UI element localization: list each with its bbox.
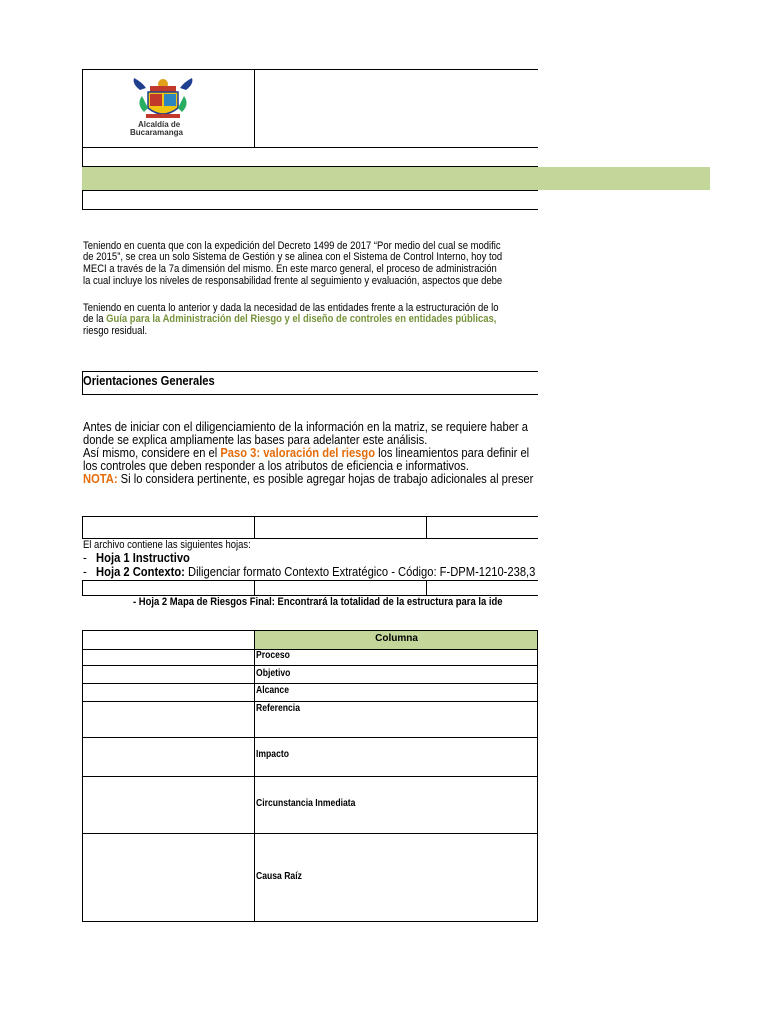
- intro-p1-line1: Teniendo en cuenta que con la expedición del Decreto 1499 de 2017 “Por medio del cual se modific: [83, 240, 501, 252]
- orientaciones-line4: los controles que deben responder a los atributos de eficiencia e informativos.: [83, 458, 469, 473]
- intro-p2-line3: riesgo residual.: [83, 325, 148, 337]
- logo-text-line2: Bucaramanga: [130, 128, 183, 137]
- hoja2-dash: -: [83, 564, 87, 579]
- table-row: Alcance: [256, 685, 289, 696]
- logo-text-line1: Alcaldía de: [138, 120, 181, 129]
- alcaldia-logo: [128, 76, 198, 138]
- hoja3-line: - Hoja 2 Mapa de Riesgos Final: Encontrará la totalidad de la estructura para la ide: [133, 596, 503, 608]
- hoja1-dash: -: [83, 550, 87, 565]
- intro-p2-line2-pre: de la: [83, 313, 107, 325]
- orientaciones-line2: donde se explica ampliamente las bases para adelanter este análisis.: [83, 432, 428, 447]
- orientaciones-title: Orientaciones Generales: [83, 373, 215, 388]
- intro-p2-line1: Teniendo en cuenta lo anterior y dada la necesidad de las entidades frente a la estructuración de lo: [83, 302, 499, 314]
- table-row: Causa Raíz: [256, 871, 302, 882]
- table-row: Referencia: [256, 703, 300, 714]
- table-header-label: Columna: [375, 633, 418, 644]
- table-row: Circunstancia Inmediata: [256, 798, 356, 809]
- table-row: Impacto: [256, 749, 289, 760]
- intro-p1-line2: de 2015”, se crea un solo Sistema de Gestión y se alinea con el Sistema de Control Interno, hoy tod: [83, 251, 503, 263]
- orientaciones-line3-pre: Así mismo, considere en el: [83, 445, 221, 460]
- orientaciones-line3-post: los lineamientos para definir el: [375, 445, 530, 460]
- intro-p1-line4: la cual incluye los niveles de responsabilidad frente al seguimiento y evaluación, aspectos que debe: [83, 275, 503, 287]
- nota-label: NOTA:: [83, 471, 118, 486]
- table-row: Objetivo: [256, 668, 291, 679]
- intro-p1-line3: MECI a través de la 7a dimensión del mismo. En este marco general, el proceso de administración: [83, 263, 497, 275]
- guia-link[interactable]: Guía para la Administración del Riesgo y el diseño de controles en entidades públicas,: [106, 313, 497, 325]
- orientaciones-line1: Antes de iniciar con el diligenciamiento de la información en la matriz, se requiere haber a: [83, 419, 528, 434]
- hoja1-label: Hoja 1 Instructivo: [96, 550, 190, 565]
- nota-text: Si lo considera pertinente, es posible agregar hojas de trabajo adicionales al preser: [117, 471, 534, 486]
- hoja2-label: Hoja 2 Contexto:: [96, 564, 185, 579]
- table-row: Proceso: [256, 650, 290, 661]
- paso3-highlight: Paso 3: valoración del riesgo: [220, 445, 376, 460]
- archivo-intro: El archivo contiene las siguientes hojas:: [83, 539, 251, 551]
- hoja2-text: Diligenciar formato Contexto Extratégico - Código: F-DPM-1210-238,3: [184, 564, 536, 579]
- coat-of-arms-icon: [128, 76, 198, 122]
